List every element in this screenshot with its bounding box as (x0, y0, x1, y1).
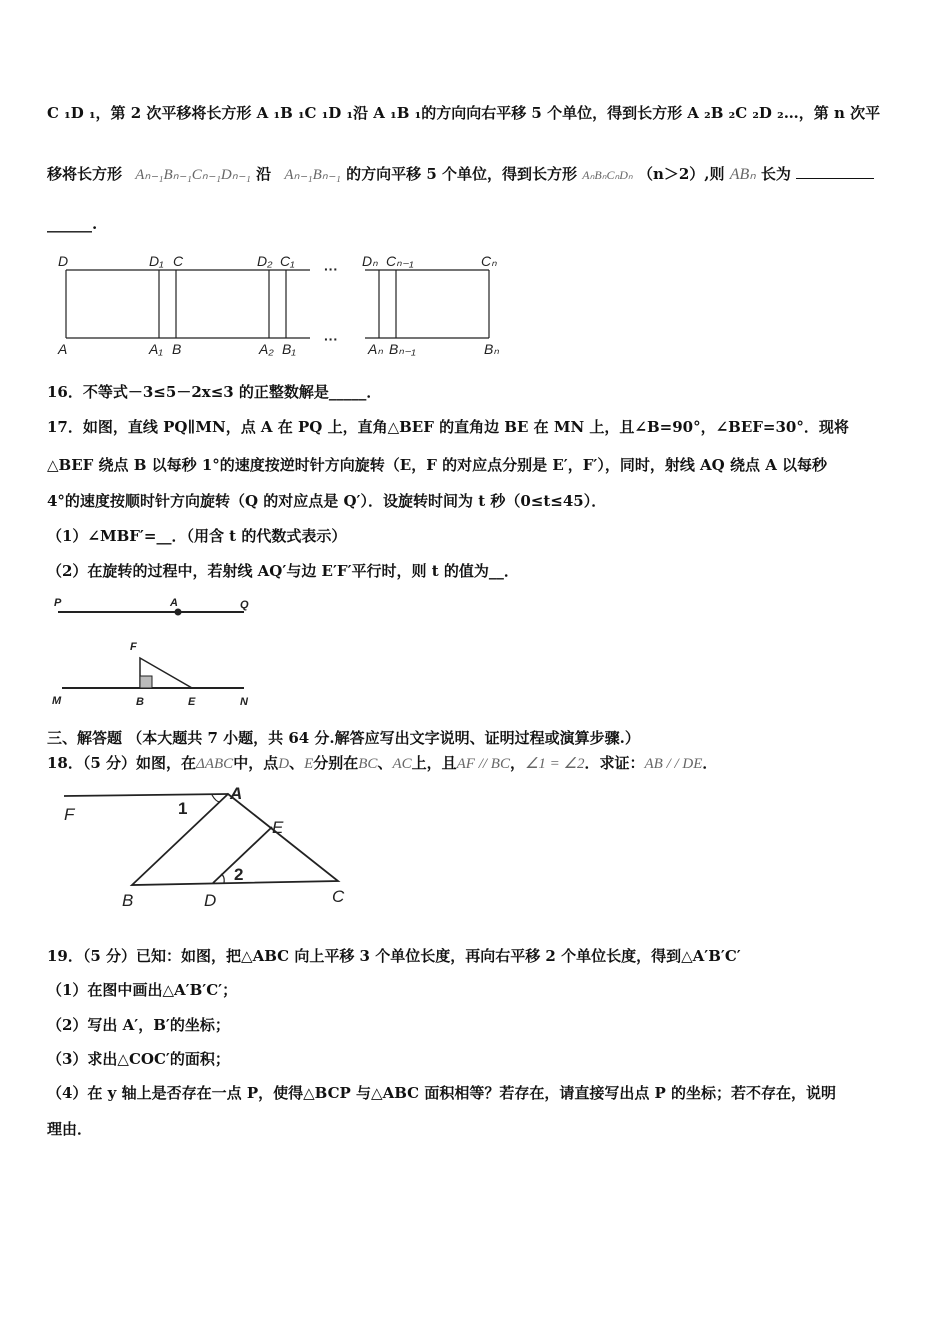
label-A: A (170, 597, 178, 609)
label-1: 1 (178, 799, 188, 818)
q17-figure (48, 592, 268, 714)
q18-b: 中，点 (233, 754, 279, 772)
label-F: F (130, 641, 137, 653)
q19-line1: 19．（5 分）已知：如图，把△ABC 向上平移 3 个单位长度，再向右平移 2 个单位长度，得到△A′B′C′ (47, 947, 741, 965)
label-E: E (272, 818, 284, 837)
label-N: N (240, 696, 248, 708)
q18-i: ． (702, 754, 718, 772)
q15-math-3: AₙBₙCₙDₙ (582, 168, 633, 182)
q17-line2: △BEF 绕点 B 以每秒 1°的速度按逆时针方向旋转（E，F 的对应点分别是 E′，F′），同时，射线 AQ 绕点 A 以每秒 (47, 456, 828, 474)
label-A2: A₂ (259, 341, 274, 357)
label-D1: D₁ (149, 253, 164, 269)
label-B: B (136, 696, 144, 708)
q19-part2: （2）写出 A′，B′的坐标； (47, 1016, 230, 1034)
label-B: B (122, 891, 134, 910)
q15-text-d: （n＞2）,则 (637, 165, 725, 183)
q15-text-b: 沿 (256, 165, 272, 183)
q15-text-c: 的方向平移 5 个单位，得到长方形 (346, 165, 578, 183)
q19-part1: （1）在图中画出△A′B′C′； (47, 981, 238, 999)
label-Q: Q (240, 599, 249, 611)
label-P: P (54, 597, 62, 609)
q18-f: 上，且 (411, 754, 457, 772)
q15-line3: ______. (47, 215, 98, 233)
label-Cn: Cₙ (481, 253, 497, 269)
label-Bn-1: Bₙ₋₁ (389, 341, 416, 357)
label-B1: B₁ (282, 341, 296, 357)
label-A: A (58, 341, 68, 357)
q18-a: 18．（5 分）如图，在 (47, 754, 197, 772)
q19-part4: （4）在 y 轴上是否存在一点 P，使得△BCP 与△ABC 面积相等？若存在，请直接写出点 P 的坐标；若不存在，说明 (47, 1084, 837, 1102)
label-Cn-1: Cₙ₋₁ (386, 253, 414, 269)
q18-math-AB-DE: AB / / DE (644, 756, 703, 772)
label-Dn: Dₙ (362, 253, 378, 269)
q15-text-a: 移将长方形 (47, 165, 123, 183)
label-A1: A₁ (149, 341, 163, 357)
q15-math-2: Aₙ₋₁Bₙ₋₁ (284, 167, 341, 183)
label-D2: D₂ (257, 253, 273, 269)
q16-text: 16．不等式－3≤5－2x≤3 的正整数解是_____． (47, 383, 382, 401)
label-C1: C₁ (280, 253, 295, 269)
label-B: B (172, 341, 182, 357)
q18-math-BC: BC (358, 756, 378, 772)
q17-part2: （2）在旋转的过程中，若射线 AQ′与边 E′F′平行时，则 t 的值为__． (47, 562, 519, 580)
q19-part4-cont: 理由． (47, 1120, 93, 1138)
angle-1-arc (212, 795, 220, 802)
q18-d: 分别在 (313, 754, 359, 772)
q18-figure (48, 778, 368, 918)
q15-line1: C ₁D ₁，第 2 次平移将长方形 A ₁B ₁C ₁D ₁沿 A ₁B ₁的方向向右平移 5 个单位，得到长方形 A ₂B ₂C ₂D ₂…，第 n 次平 (47, 104, 881, 122)
label-dots-bottom: ··· (324, 331, 338, 347)
q18-math-AF-BC: AF // BC (456, 756, 510, 772)
label-C: C (332, 887, 345, 906)
q17-line1: 17．如图，直线 PQ∥MN，点 A 在 PQ 上，直角△BEF 的直角边 BE 在 MN 上，且∠B=90°，∠BEF=30°．现将 (47, 418, 849, 436)
q18-math-D: D (278, 756, 290, 772)
label-E: E (188, 696, 196, 708)
label-D: D (204, 891, 217, 910)
label-F: F (64, 805, 75, 824)
label-dots-top: ··· (324, 261, 338, 277)
label-A: A (230, 784, 243, 803)
q18-c: 、 (289, 754, 305, 772)
label-C: C (173, 253, 184, 269)
q15-rectangles-figure (48, 248, 518, 363)
q15-math-1: Aₙ₋₁Bₙ₋₁Cₙ₋₁Dₙ₋₁ (135, 167, 251, 183)
q15-text-e: 长为 (760, 165, 791, 183)
q18-text (47, 752, 717, 773)
q18-g: ， (509, 754, 525, 772)
q19-part3: （3）求出△COC′的面积； (47, 1050, 230, 1068)
q17-part1: （1）∠MBF′=__．（用含 t 的代数式表示） (47, 527, 347, 545)
right-angle-mark (140, 676, 152, 688)
label-M: M (52, 695, 62, 707)
q18-math-E: E (304, 756, 314, 772)
q15-answer-blank (796, 178, 874, 179)
q15-math-4: ABₙ (729, 166, 756, 183)
q15-line2 (47, 163, 874, 184)
label-D: D (58, 253, 69, 269)
q18-math-AC: AC (392, 756, 412, 772)
ray-AF (64, 794, 228, 796)
label-2: 2 (234, 865, 244, 884)
q17-line3: 4°的速度按顺时针方向旋转（Q 的对应点是 Q′）．设旋转时间为 t 秒（0≤t≤45）． (47, 492, 607, 510)
label-Bn: Bₙ (484, 341, 499, 357)
label-An: Aₙ (368, 341, 383, 357)
q18-e: 、 (377, 754, 393, 772)
q18-math-angles: ∠1 = ∠2 (524, 756, 585, 772)
q18-math-ABC: ΔABC (196, 756, 234, 772)
point-A (175, 609, 182, 616)
section-3-heading: 三、解答题 （本大题共 7 小题，共 64 分.解答应写出文字说明、证明过程或演算步骤.） (47, 729, 640, 747)
q18-h: ．求证： (584, 754, 645, 772)
